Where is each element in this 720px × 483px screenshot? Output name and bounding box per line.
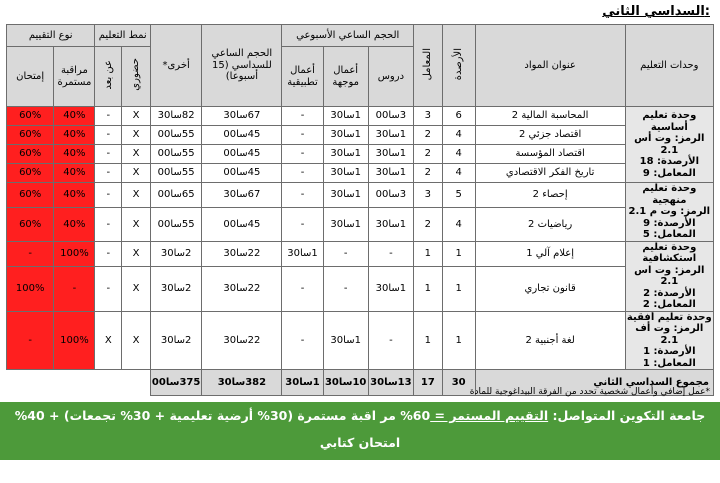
lessons-cell: - bbox=[368, 241, 413, 266]
remote-cell: - bbox=[95, 107, 122, 126]
directed-cell: 1سا30 bbox=[323, 145, 368, 164]
table-row bbox=[7, 208, 714, 241]
remote-cell: - bbox=[95, 241, 122, 266]
subject-cell: لغة أجنبية 2 bbox=[475, 311, 625, 370]
table-row bbox=[7, 126, 714, 145]
lessons-cell: 1سا30 bbox=[368, 145, 413, 164]
total-other: 375سا00 bbox=[150, 370, 201, 396]
semester-cell: 22سا30 bbox=[202, 241, 282, 266]
continuous-cell: 40% bbox=[54, 164, 95, 183]
unit-cell-fundamental: وحدة تعليم أساسية الرمز: وت أس 2.1 الأرصدة: 18 المعامل: 9 bbox=[625, 107, 713, 183]
coef-cell: 1 bbox=[413, 266, 442, 311]
table-row bbox=[7, 311, 714, 370]
practical-cell: - bbox=[282, 183, 323, 208]
semester-cell: 22سا30 bbox=[202, 266, 282, 311]
continuous-cell: 100% bbox=[54, 311, 95, 370]
directed-cell: 1سا30 bbox=[323, 164, 368, 183]
unit-cell-transversal: وحدة تعليم أفقية الرمز: وت أف 2.1 الأرصدة: 1 المعامل: 1 bbox=[626, 311, 712, 369]
directed-cell: - bbox=[323, 266, 368, 311]
coef-cell: 2 bbox=[413, 126, 442, 145]
unit-cell-exploratory: وحدة تعليم استكشافية الرمز: وت اس 2.1 الأرصدة: 2 المعامل: 2 bbox=[625, 241, 713, 311]
header-credits: الأرصدة bbox=[452, 47, 464, 80]
subject-cell: اقتصاد المؤسسة bbox=[475, 145, 625, 164]
presential-cell: X bbox=[122, 145, 151, 164]
total-empty bbox=[7, 370, 151, 396]
lessons-cell: - bbox=[368, 311, 413, 370]
other-cell: 82سا30 bbox=[150, 107, 201, 126]
remote-cell: - bbox=[95, 208, 122, 241]
other-cell: 2سا30 bbox=[150, 241, 201, 266]
semester-table bbox=[6, 24, 714, 396]
continuous-cell: 40% bbox=[54, 145, 95, 164]
credits-cell: 6 bbox=[442, 107, 475, 126]
header-practical: أعمال تطبيقية bbox=[282, 47, 323, 107]
continuous-cell: 40% bbox=[54, 208, 95, 241]
header-units: وحدات التعليم bbox=[625, 25, 713, 107]
exam-cell: 100% bbox=[7, 266, 54, 311]
credits-cell: 5 bbox=[442, 183, 475, 208]
presential-cell: X bbox=[122, 266, 151, 311]
lessons-cell: 1سا30 bbox=[368, 126, 413, 145]
practical-cell: - bbox=[282, 126, 323, 145]
continuous-cell: 100% bbox=[54, 241, 95, 266]
credits-cell: 1 bbox=[442, 241, 475, 266]
header-presential: حضوري bbox=[130, 58, 142, 92]
presential-cell: X bbox=[122, 126, 151, 145]
other-cell: 55سا00 bbox=[150, 126, 201, 145]
other-cell: 55سا00 bbox=[150, 164, 201, 183]
coef-cell: 2 bbox=[413, 145, 442, 164]
exam-cell: 60% bbox=[7, 107, 54, 126]
semester-cell: 45سا00 bbox=[202, 164, 282, 183]
remote-cell: - bbox=[95, 164, 122, 183]
table-row bbox=[7, 145, 714, 164]
total-semester: 382سا30 bbox=[202, 370, 282, 396]
continuous-cell: 40% bbox=[54, 107, 95, 126]
presential-cell: X bbox=[122, 164, 151, 183]
semester-cell: 67سا30 bbox=[202, 107, 282, 126]
header-evaluation: نوع التقييم bbox=[7, 25, 95, 47]
header-other: أخرى* bbox=[150, 25, 201, 107]
practical-cell: - bbox=[282, 145, 323, 164]
credits-cell: 1 bbox=[442, 266, 475, 311]
coef-cell: 3 bbox=[413, 183, 442, 208]
page-title: السداسي الثاني: bbox=[602, 4, 710, 19]
presential-cell: X bbox=[122, 107, 151, 126]
practical-cell: - bbox=[282, 266, 323, 311]
practical-cell: - bbox=[282, 208, 323, 241]
semester-cell: 45سا00 bbox=[202, 126, 282, 145]
remote-cell: - bbox=[95, 126, 122, 145]
exam-cell: 60% bbox=[7, 164, 54, 183]
exam-cell: - bbox=[7, 311, 54, 370]
exam-cell: 60% bbox=[7, 208, 54, 241]
directed-cell: 1سا30 bbox=[323, 126, 368, 145]
continuous-cell: - bbox=[54, 266, 95, 311]
coef-cell: 3 bbox=[413, 107, 442, 126]
coef-cell: 2 bbox=[413, 164, 442, 183]
header-exam: إمتحان bbox=[7, 47, 54, 107]
banner-line-2: المواد غير الأساسية وغير التقنية 60% مر اقبة مستمرة (أرضية تعليمية) + 40% امتحان كتابي bbox=[74, 462, 646, 477]
subject-cell: اقتصاد جزئي 2 bbox=[475, 126, 625, 145]
remote-cell: X bbox=[95, 311, 122, 370]
table-row bbox=[7, 183, 714, 208]
remote-cell: - bbox=[95, 145, 122, 164]
subject-cell: إعلام آلي 1 bbox=[475, 241, 625, 266]
presential-cell: X bbox=[122, 208, 151, 241]
continuous-cell: 40% bbox=[54, 183, 95, 208]
footnote: *عمل إضافي وأعمال شخصية تحدد من الفرقة البيداغوجية للمادة bbox=[469, 387, 710, 397]
continuous-cell: 40% bbox=[54, 126, 95, 145]
header-remote: عن بعد bbox=[102, 59, 114, 90]
other-cell: 2سا30 bbox=[150, 311, 201, 370]
subject-cell: تاريخ الفكر الاقتصادي bbox=[475, 164, 625, 183]
directed-cell: - bbox=[323, 241, 368, 266]
directed-cell: 1سا30 bbox=[323, 183, 368, 208]
directed-cell: 1سا30 bbox=[323, 311, 368, 370]
banner-line-1: جامعة التكوين المتواصل: التقييم المستمر = 60% مر اقبة مستمرة (30% أرضية تعليمية + 30% تجمعات) + 40% امتحان كتابي bbox=[14, 408, 706, 450]
header-teaching-mode: نمط التعليم bbox=[95, 25, 150, 47]
directed-cell: 1سا30 bbox=[323, 107, 368, 126]
total-practical: 1سا30 bbox=[282, 370, 323, 396]
credits-cell: 1 bbox=[442, 311, 475, 370]
practical-cell: - bbox=[282, 164, 323, 183]
header-continuous: مراقبة مستمرة bbox=[54, 47, 95, 107]
header-weekly: الحجم الساعي الأسبوعي bbox=[282, 25, 414, 47]
credits-cell: 4 bbox=[442, 208, 475, 241]
total-coef: 17 bbox=[413, 370, 442, 396]
remote-cell: - bbox=[95, 266, 122, 311]
subject-cell: رياضيات 2 bbox=[475, 208, 625, 241]
credits-cell: 4 bbox=[442, 164, 475, 183]
header-semester-volume: الحجم الساعي للسداسي (15 أسبوعا) bbox=[202, 25, 282, 107]
coef-cell: 1 bbox=[413, 311, 442, 370]
table-row bbox=[7, 164, 714, 183]
credits-cell: 4 bbox=[442, 126, 475, 145]
directed-cell: 1سا30 bbox=[323, 208, 368, 241]
semester-cell: 67سا30 bbox=[202, 183, 282, 208]
other-cell: 55سا00 bbox=[150, 208, 201, 241]
header-directed: أعمال موجهة bbox=[323, 47, 368, 107]
unit-cell-methodology: وحدة تعليم منهجية الرمز: وت م 2.1 الأرصدة: 9 المعامل: 5 bbox=[625, 183, 713, 242]
semester-cell: 45سا00 bbox=[202, 208, 282, 241]
lessons-cell: 1سا30 bbox=[368, 164, 413, 183]
presential-cell: X bbox=[122, 183, 151, 208]
lessons-cell: 3سا00 bbox=[368, 107, 413, 126]
coef-cell: 2 bbox=[413, 208, 442, 241]
table-row bbox=[7, 241, 714, 266]
subject-cell: المحاسبة المالية 2 bbox=[475, 107, 625, 126]
header-lessons: دروس bbox=[368, 47, 413, 107]
subject-cell: قانون تجاري bbox=[475, 266, 625, 311]
presential-cell: X bbox=[122, 241, 151, 266]
exam-cell: 60% bbox=[7, 145, 54, 164]
exam-cell: - bbox=[7, 241, 54, 266]
remote-cell: - bbox=[95, 183, 122, 208]
exam-cell: 60% bbox=[7, 126, 54, 145]
total-credits: 30 bbox=[442, 370, 475, 396]
practical-cell: - bbox=[282, 311, 323, 370]
header-coefficient: المعامل bbox=[422, 47, 434, 80]
semester-cell: 22سا30 bbox=[202, 311, 282, 370]
subject-cell: إحصاء 2 bbox=[475, 183, 625, 208]
table-row bbox=[7, 266, 714, 311]
coef-cell: 1 bbox=[413, 241, 442, 266]
credits-cell: 4 bbox=[442, 145, 475, 164]
semester-cell: 45سا00 bbox=[202, 145, 282, 164]
lessons-cell: 3سا00 bbox=[368, 183, 413, 208]
lessons-cell: 1سا30 bbox=[368, 266, 413, 311]
exam-cell: 60% bbox=[7, 183, 54, 208]
other-cell: 65سا00 bbox=[150, 183, 201, 208]
total-directed: 10سا30 bbox=[323, 370, 368, 396]
total-lessons: 13سا30 bbox=[368, 370, 413, 396]
lessons-cell: 1سا30 bbox=[368, 208, 413, 241]
practical-cell: 1سا30 bbox=[282, 241, 323, 266]
other-cell: 55سا00 bbox=[150, 145, 201, 164]
table-row bbox=[7, 107, 714, 126]
practical-cell: - bbox=[282, 107, 323, 126]
other-cell: 2سا30 bbox=[150, 266, 201, 311]
header-subject: عنوان المواد bbox=[475, 25, 625, 107]
evaluation-banner bbox=[0, 402, 720, 477]
total-label: مجموع السداسي الثاني bbox=[475, 370, 713, 396]
presential-cell: X bbox=[122, 311, 151, 370]
